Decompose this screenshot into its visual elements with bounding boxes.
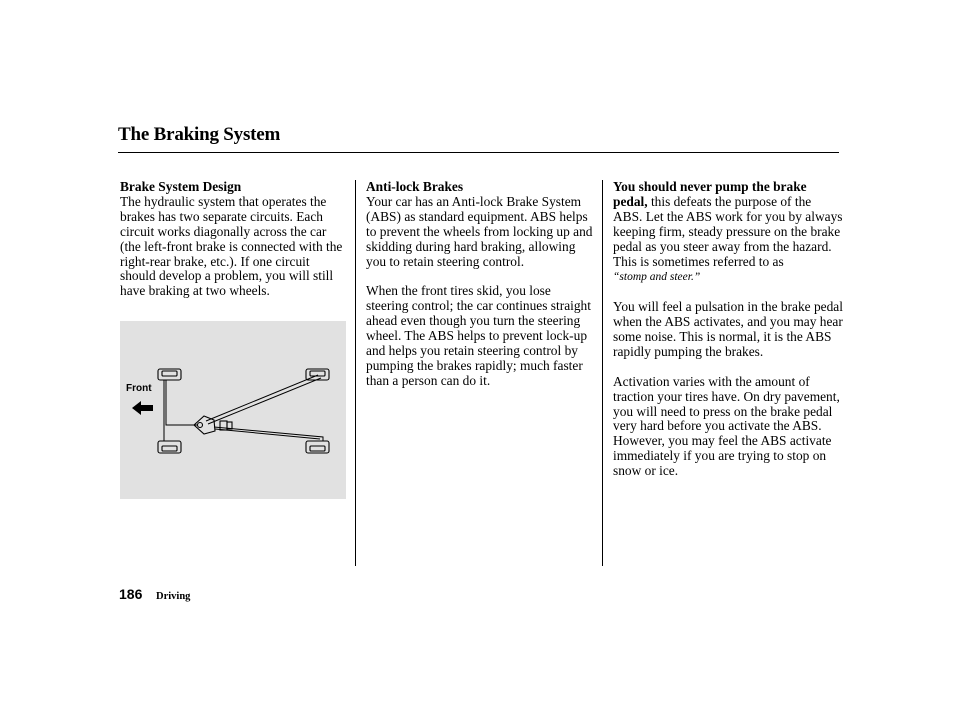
column-divider-1: [355, 180, 356, 566]
title-rule: [118, 152, 839, 153]
paragraph: The hydraulic system that operates the brakes has two separate circuits. Each circuit works diagonally across the car (the left-front brake is connected with the right-rear brake, etc.). If one circuit should develop a problem, you will still have braking at two wheels.: [120, 193, 343, 299]
brake-circuit-diagram: [120, 321, 346, 499]
left-front-wheel-icon: [158, 369, 181, 380]
section-heading: Brake System Design: [120, 179, 242, 194]
master-cylinder-icon: [194, 416, 232, 434]
column-divider-2: [602, 180, 603, 566]
page-title: The Braking System: [118, 124, 281, 145]
left-rear-wheel-icon: [158, 441, 181, 453]
column-abs-usage: [613, 180, 843, 494]
front-arrow-icon: [132, 401, 153, 415]
column-anti-lock-brakes: [366, 180, 596, 404]
paragraph: You will feel a pulsation in the brake pedal when the ABS activates, and you may hear some noise. This is normal, it is the ABS rapidly pumping the brakes.: [613, 299, 843, 359]
section-name: Driving: [156, 591, 191, 602]
paragraph: Activation varies with the amount of traction your tires have. On dry pavement, you will need to press on the brake pedal very hard before you activate the ABS. However, you may feel the ABS activate immediately if you are trying to stop on snow or ice.: [613, 373, 840, 479]
column-brake-system-design: [120, 180, 348, 314]
quote-text: “stomp and steer.”: [613, 271, 701, 284]
page-number: 186: [119, 586, 143, 602]
warning-lead: You should never pump the brake pedal,: [613, 179, 807, 209]
paragraph-text: this defeats the purpose of the ABS. Let the ABS work for you by always keeping firm, steady pressure on the brake pedal as you steer away from the hazard. This is sometimes referred to as: [613, 193, 843, 269]
paragraph: Your car has an Anti-lock Brake System (ABS) as standard equipment. ABS helps to prevent the wheels from locking up and skidding during hard braking, allowing you to retain steering control.: [366, 193, 593, 269]
section-heading: Anti-lock Brakes: [366, 179, 464, 194]
brake-lines-illustration: [120, 321, 346, 499]
brake-lines: [164, 375, 323, 441]
right-rear-wheel-icon: [306, 441, 329, 453]
front-label: Front: [126, 383, 152, 394]
paragraph: [613, 180, 843, 285]
paragraph: When the front tires skid, you lose steering control; the car continues straight ahead even though you turn the steering wheel. The ABS helps to prevent lock-up and helps you retain steering control by pumping the brakes rapidly; much faster than a person can do it.: [366, 283, 591, 388]
